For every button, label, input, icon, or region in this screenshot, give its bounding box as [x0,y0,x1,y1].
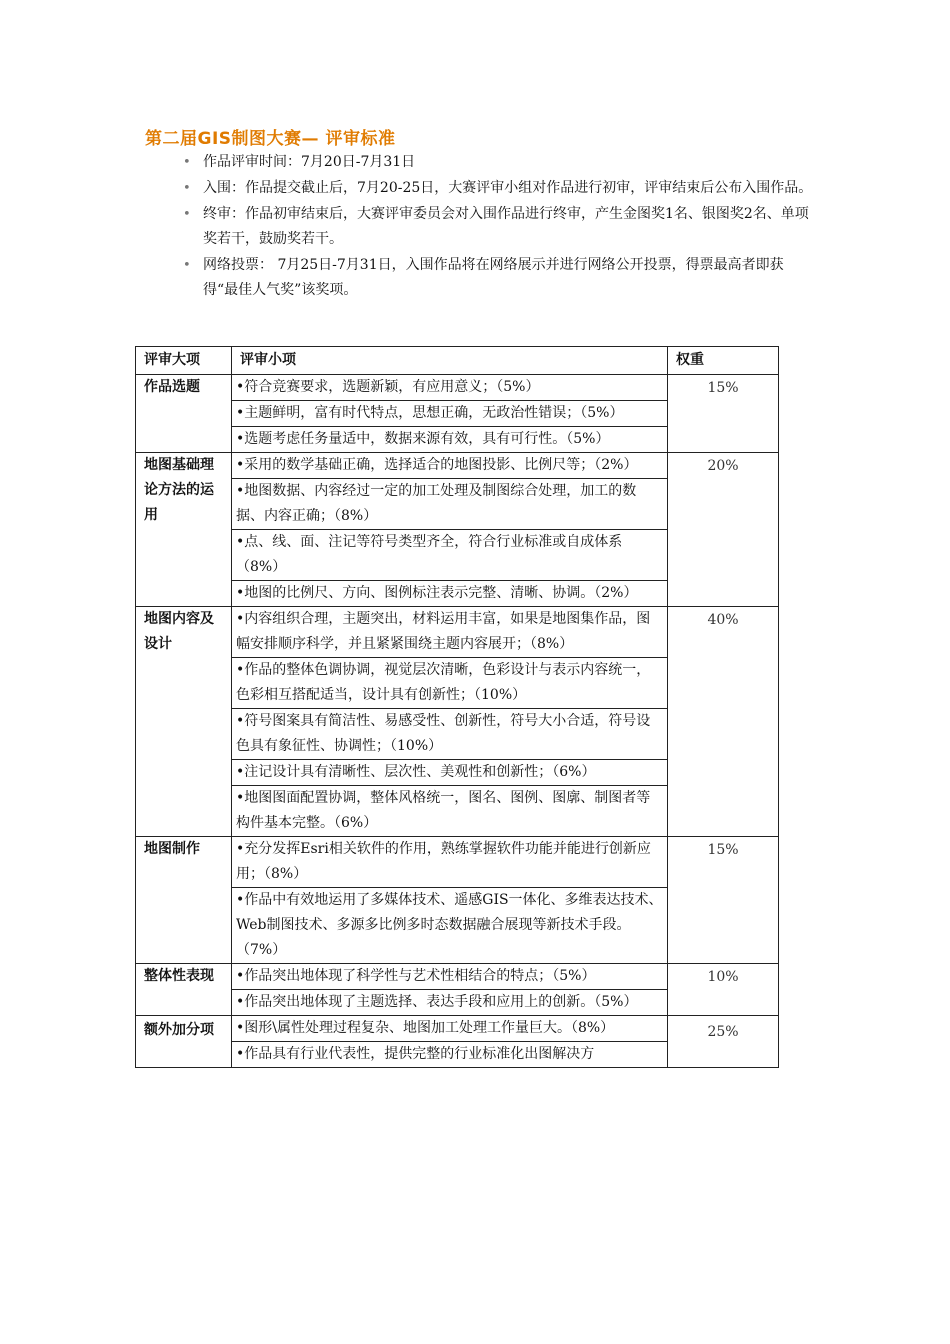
criterion-cell: •主题鲜明，富有时代特点，思想正确，无政治性错误；（5%） [232,401,668,427]
criterion-cell: •作品突出地体现了科学性与艺术性相结合的特点；（5%） [232,964,668,990]
table-row [136,375,779,401]
weight-cell: 20% [668,453,779,607]
criterion-cell: •采用的数学基础正确，选择适合的地图投影、比例尺等；（2%） [232,453,668,479]
criterion-cell: •作品中有效地运用了多媒体技术、遥感GIS一体化、多维表达技术、Web制图技术、多源多比例多时态数据融合展现等新技术手段。（7%） [232,888,668,964]
header-weight: 权重 [668,347,779,375]
criterion-cell: •图形\属性处理过程复杂、地图加工处理工作量巨大。（8%） [232,1016,668,1042]
list-item [185,150,810,175]
category-cell: 地图制作 [136,837,232,964]
weight-cell: 15% [668,375,779,453]
table-header-row [136,347,779,375]
document-title: 第二届GIS制图大赛— 评审标准 [145,129,396,149]
header-items: 评审小项 [232,347,668,375]
header-category: 评审大项 [136,347,232,375]
bullet-text: 终审：作品初审结束后，大赛评审委员会对入围作品进行终审，产生金图奖1名、银图奖2名、单项奖若干，鼓励奖若干。 [203,206,809,247]
bullet-icon: • [183,181,191,196]
table-row [136,964,779,990]
list-item [185,253,810,303]
review-criteria-table [135,346,779,1068]
criterion-cell: •注记设计具有清晰性、层次性、美观性和创新性；（6%） [232,760,668,786]
criterion-cell: •作品具有行业代表性，提供完整的行业标准化出图解决方 [232,1042,668,1068]
bullet-text: 入围：作品提交截止后，7月20-25日，大赛评审小组对作品进行初审，评审结束后公布入围作品。 [203,180,813,196]
category-cell: 额外加分项 [136,1016,232,1068]
bullet-text: 作品评审时间：7月20日-7月31日 [203,154,416,170]
table-row [136,837,779,888]
list-item [185,202,810,252]
bullet-icon: • [183,258,191,273]
category-cell: 作品选题 [136,375,232,453]
category-cell: 地图基础理论方法的运用 [136,453,232,607]
review-schedule-list [183,150,813,304]
weight-cell: 25% [668,1016,779,1068]
table-row [136,1016,779,1042]
criterion-cell: •充分发挥Esri相关软件的作用，熟练掌握软件功能并能进行创新应用；（8%） [232,837,668,888]
criterion-cell: •作品的整体色调协调，视觉层次清晰，色彩设计与表示内容统一，色彩相互搭配适当，设计具有创新性；（10%） [232,658,668,709]
category-cell: 地图内容及设计 [136,607,232,837]
criterion-cell: •地图的比例尺、方向、图例标注表示完整、清晰、协调。（2%） [232,581,668,607]
bullet-text: 网络投票： 7月25日-7月31日，入围作品将在网络展示并进行网络公开投票，得票最高者即获得“最佳人气奖”该奖项。 [203,257,784,298]
weight-cell: 15% [668,837,779,964]
criterion-cell: •作品突出地体现了主题选择、表达手段和应用上的创新。（5%） [232,990,668,1016]
table-row [136,607,779,658]
criterion-cell: •地图图面配置协调，整体风格统一，图名、图例、图廓、制图者等构件基本完整。（6%） [232,786,668,837]
criterion-cell: •选题考虑任务量适中，数据来源有效，具有可行性。（5%） [232,427,668,453]
criterion-cell: •点、线、面、注记等符号类型齐全，符合行业标准或自成体系（8%） [232,530,668,581]
bullet-icon: • [183,207,191,222]
weight-cell: 40% [668,607,779,837]
bullet-icon: • [183,155,191,170]
criterion-cell: •地图数据、内容经过一定的加工处理及制图综合处理，加工的数据、内容正确；（8%） [232,479,668,530]
table-row [136,453,779,479]
list-item [183,176,813,201]
criterion-cell: •符合竞赛要求，选题新颖，有应用意义；（5%） [232,375,668,401]
category-cell: 整体性表现 [136,964,232,1016]
criterion-cell: •内容组织合理，主题突出，材料运用丰富，如果是地图集作品，图幅安排顺序科学，并且紧紧围绕主题内容展开；（8%） [232,607,668,658]
criterion-cell: •符号图案具有简洁性、易感受性、创新性，符号大小合适，符号设色具有象征性、协调性；（10%） [232,709,668,760]
weight-cell: 10% [668,964,779,1016]
